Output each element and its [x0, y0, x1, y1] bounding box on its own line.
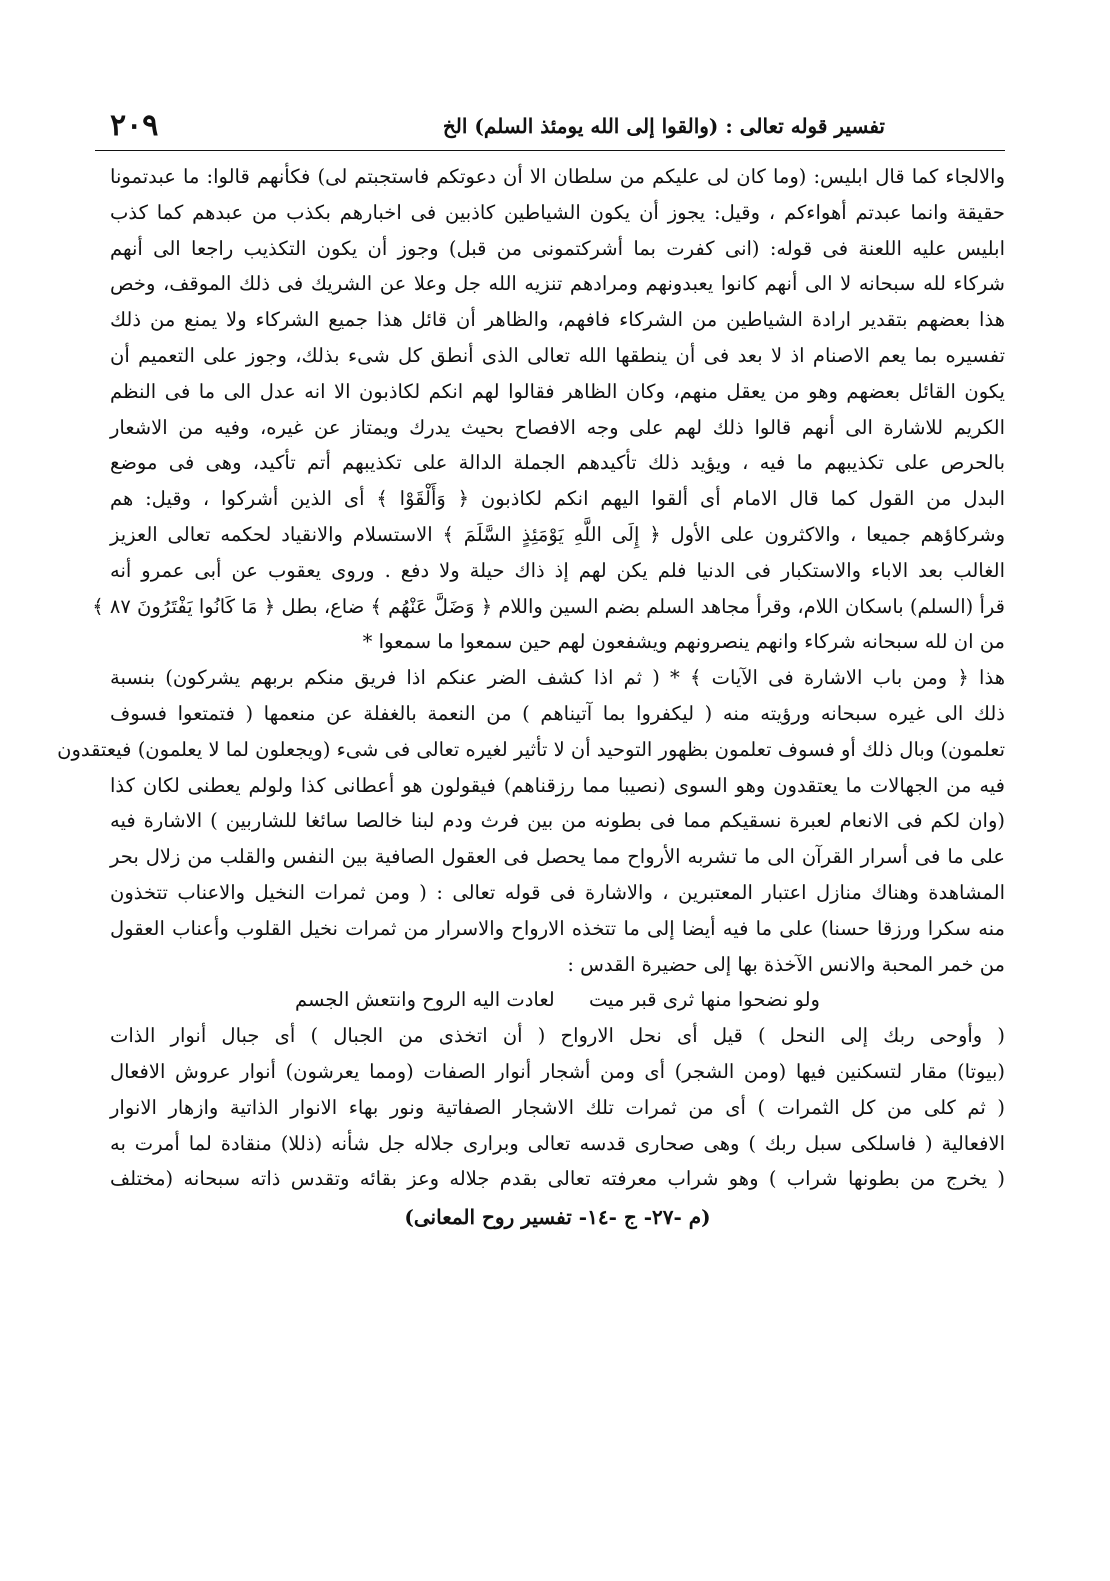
page-header: [95, 100, 1005, 151]
text-line: هذا ﴿ ومن باب الاشارة فى الآيات ﴾ * ( ثم اذا كشف الضر عنكم اذا فريق منكم بربهم يشركون) بنسبة: [110, 666, 1005, 690]
text-line: ( يخرج من بطونها شراب ) وهو شراب معرفته تعالى بقدم جلاله وعز بقائه وتقدس ذاته سبحانه (مختلف: [110, 1167, 1005, 1191]
verse-first-hemistich: ولو نضحوا منها ثرى قبر ميت: [588, 988, 820, 1012]
text-line: البدل من القول كما قال الامام أى ألقوا اليهم انكم لكاذبون ﴿ وَأَلْقَوْا ﴾ أى الذين أشركوا ، وقيل: هم: [110, 487, 1005, 511]
text-line: ذلك الى غيره سبحانه ورؤيته منه ( ليكفروا بما آتيناهم ) من النعمة بالغفلة عن منعمها ( فتمتعوا فسوف: [110, 701, 1005, 725]
text-line: ابليس عليه اللعنة فى قوله: (انى كفرت بما أشركتمونى من قبل) وجوز أن يكون التكذيب راجعا الى أنهم: [110, 236, 1005, 260]
text-line: بالحرص على تكذيبهم ما فيه ، ويؤيد ذلك تأكيدهم الجملة الدالة على تكذيبهم أتم تأكيد، وهى فى موضع: [110, 451, 1005, 475]
text-line: يكون القائل بعضهم وهو من يعقل منهم، وكان الظاهر فقالوا لهم انكم لكاذبون الا انه عدل الى ما فى النظم: [110, 379, 1005, 403]
text-line: تعلمون) وبال ذلك أو فسوف تعلمون بظهور التوحيد أن لا تأثير لغيره تعالى فى شىء (ويجعلون لما لا يعلمون) فيعتقدون: [57, 737, 1005, 761]
text-line: المشاهدة وهناك منازل اعتبار المعتبرين ، والاشارة فى قوله تعالى : ( ومن ثمرات النخيل والاعناب تتخذون: [110, 880, 1005, 904]
printer-signature: (م -٢٧- ج -١٤- تفسير روح المعانى): [404, 1205, 711, 1230]
text-line: والالجاء كما قال ابليس: (وما كان لى عليكم من سلطان الا أن دعوتكم فاستجبتم لى) فكأنهم قالوا: ما عبدتمونا: [110, 165, 1005, 188]
text-line: (وان لكم فى الانعام لعبرة نسقيكم مما فى بطونه من بين فرث ودم لبنا خالصا سائغا للشاربين ) الاشارة فيه: [110, 809, 1005, 833]
text-line: تفسيره بما يعم الاصنام اذ لا بعد فى أن ينطقها الله تعالى الذى أنطق كل شىء بذلك، وجوز على التعميم أن: [110, 343, 1005, 367]
text-line: من ان لله سبحانه شركاء وانهم ينصرونهم ويشفعون لهم حين سمعوا ما سمعوا *: [362, 630, 1005, 654]
text-line: الغالب بعد الاباء والاستكبار فى الدنيا فلم يكن لهم إذ ذاك حيلة ولا دفع . وروى يعقوب عن أبى عمرو أنه: [110, 558, 1005, 582]
text-line: ( ثم كلى من كل الثمرات ) أى من ثمرات تلك الاشجار الصفاتية ونور بهاء الانوار الذاتية وازهار الانوار: [110, 1095, 1005, 1119]
verse-second-hemistich: لعادت اليه الروح وانتعش الجسم: [295, 988, 555, 1012]
text-line: الكريم للاشارة الى أنهم قالوا ذلك لهم على وجه الافصاح بحيث يدرك ويمتاز عن غيره، وفيه من الاشعار: [110, 415, 1005, 439]
text-line: حقيقة وانما عبدتم أهواءكم ، وقيل: يجوز أن يكون الشياطين كاذبين فى اخبارهم بكذب من عبدهم كما كذب: [110, 200, 1005, 224]
running-title: تفسير قوله تعالى : (والقوا إلى الله يومئذ السلم) الخ: [442, 114, 885, 138]
text-line: الافعالية ( فاسلكى سبل ربك ) وهى صحارى قدسه تعالى وبرارى جلاله جل شأنه (ذللا) منقادة لما أمرت به: [110, 1131, 1005, 1155]
text-line: ( وأوحى ربك إلى النحل ) قيل أى نحل الارواح ( أن اتخذى من الجبال ) أى جبال أنوار الذات: [110, 1024, 1005, 1048]
body-text: [57, 159, 1005, 1235]
page-number: ٢٠٩: [110, 108, 159, 143]
document-page: [57, 100, 1005, 1500]
text-line: من خمر المحبة والانس الآخذة بها إلى حضيرة القدس :: [567, 952, 1005, 976]
text-line: هذا بعضهم بتقدير ارادة الشياطين من الشركاء فافهم، والظاهر أن قائل هذا جميع الشركاء ولا يمنع من ذلك: [110, 308, 1005, 332]
text-line: منه سكرا ورزقا حسنا) على ما فيه أيضا إلى ما تتخذه الارواح والاسرار من ثمرات نخيل القلوب وأعناب العقول: [110, 916, 1005, 940]
text-line: فيه من الجهالات ما يعتقدون وهو السوى (نصيبا مما رزقناهم) فيقولون هو أعطانى كذا ولولم يعطنى لكان كذا: [110, 773, 1005, 797]
text-line: شركاء لله سبحانه لا الى أنهم كانوا يعبدونهم ومرادهم تنزيه الله جل وعلا عن الشريك فى ذلك الموقف، وخص: [110, 272, 1005, 296]
text-line: قرأ (السلم) باسكان اللام، وقرأ مجاهد السلم بضم السين واللام ﴿ وَضَلَّ عَنْهُم ﴾ ضاع، بطل ﴿ مَا كَانُوا يَفْتَرُونَ ٨٧ ﴾: [92, 594, 1005, 618]
poetry-verse: [110, 982, 1005, 1018]
text-line: وشركاؤهم جميعا ، والاكثرون على الأول ﴿ إِلَى اللَّهِ يَوْمَئِذٍ السَّلَمَ ﴾ الاستسلام والانقياد لحكمه تعالى العزيز: [110, 522, 1005, 546]
text-line: (بيوتا) مقار لتسكنين فيها (ومن الشجر) أى ومن أشجار أنوار الصفات (ومما يعرشون) أنوار عروش الافعال: [110, 1059, 1005, 1083]
text-line: على ما فى أسرار القرآن الى ما تشربه الأرواح مما يحصل فى العقول الصافية بين النفس والقلب من زلال بحر: [110, 845, 1005, 869]
